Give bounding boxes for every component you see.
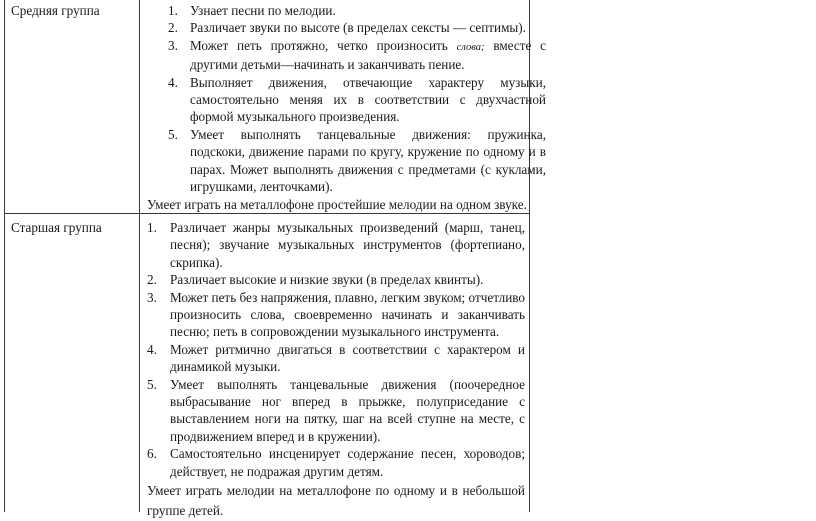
list-item: 3. Может петь без напряжения, плавно, легким звуком; отчетливо произносить слова, своевременно начинать и заканчивать песню; петь в сопровождении музыкального инструмента. [147, 289, 525, 340]
row-content-middle-group [147, 2, 546, 214]
summary-text: Умеет играть мелодии на металлофоне по одному и в небольшой группе детей. [147, 483, 525, 519]
table-border-left [4, 0, 5, 512]
summary-text: Умеет играть на металлофоне простейшие мелодии на одном звуке. [147, 197, 527, 213]
list-item: 2. Различает звуки по высоте (в пределах сексты — септимы). [168, 20, 526, 36]
list-item: 5. Умеет выполнять танцевальные движения (поочередное выбрасывание ног вперед в прыжке, полуприседание с выставлением ноги на пятку, шаг на всей ступне на месте, с продвижением вперед и в кружении). [147, 376, 525, 444]
list-item: 6. Самостоятельно инсценирует содержание песен, хороводов; действует, не подражая другим детям. [147, 446, 525, 479]
list-item: 4. Может ритмично двигаться в соответствии с характером и динамикой музыки. [147, 341, 525, 375]
row-label-middle-group: Средняя группа [11, 3, 100, 18]
list-item: 2. Различает высокие и низкие звуки (в пределах квинты). [147, 272, 484, 288]
row-label-senior-group: Старшая группа [11, 220, 102, 235]
skills-list [168, 2, 546, 195]
list-item: 4. Выполняет движения, отвечающие характеру музыки, самостоятельно меняя их в соответствии с двухчастной формой музыкального произведения. [168, 74, 546, 125]
skills-list [147, 219, 525, 480]
list-item: 3. Может петь протяжно, четко произносить слова; вместе с другими детьми—начинать и заканчивать пение. [168, 37, 547, 73]
list-item: 1. Различает жанры музыкальных произведений (марш, танец, песня); звучание музыкальных инструментов (фортепиано, скрипка). [147, 220, 525, 270]
table-column-divider [139, 0, 140, 512]
row-content-senior-group [147, 219, 525, 521]
list-item: 1. Узнает песни по мелодии. [168, 3, 336, 18]
list-item: 5. Умеет выполнять танцевальные движения: пружинка, подскоки, движение парами по кругу, кружение по одному и в парах. Может выполнять движения с предметами (с куклами, игрушками, ленточками). [168, 126, 546, 195]
